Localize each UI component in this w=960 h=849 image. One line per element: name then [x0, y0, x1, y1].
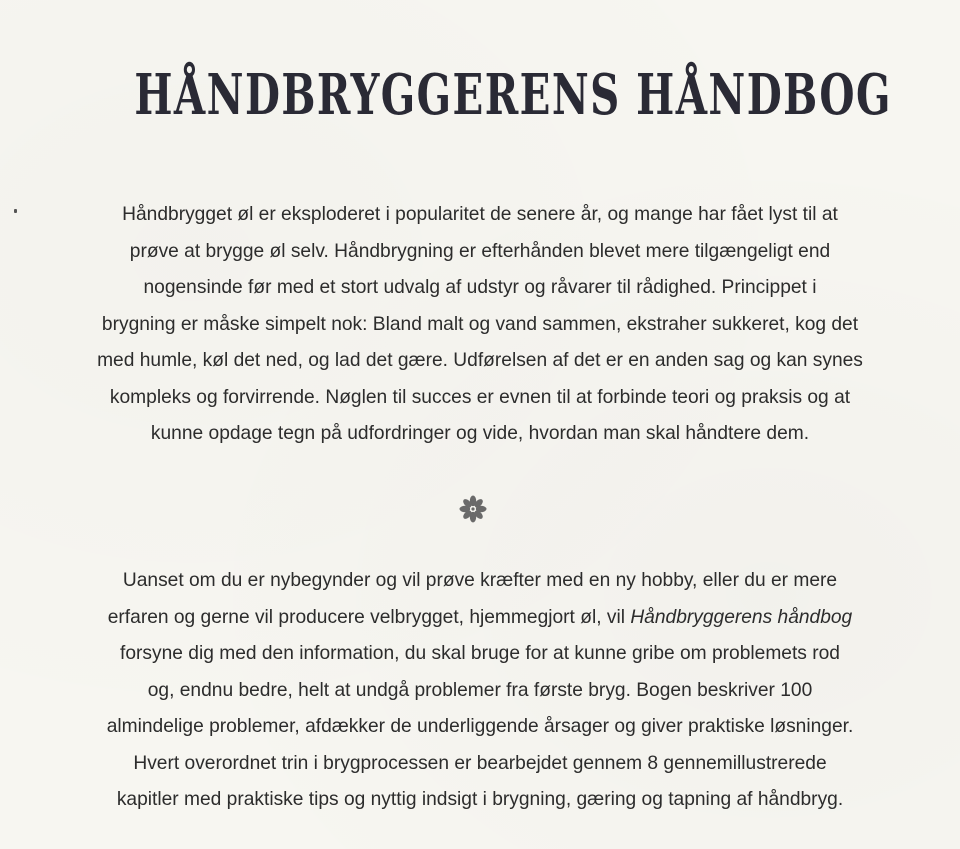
book-title-italic: Håndbryggerens håndbog [630, 606, 853, 628]
paragraph-text: erfaren og gerne vil producere velbrygget, hjemmegjort øl, vil [107, 606, 631, 628]
paragraph-line: prøve at brygge øl selv. Håndbrygning er efterhånden blevet mere tilgængeligt end [129, 240, 831, 262]
paragraph-line: Uanset om du er nybegynder og vil prøve kræfter med en ny hobby, eller du er mere [122, 570, 838, 591]
paper-speck [14, 209, 17, 213]
paragraph-line: med humle, køl det ned, og lad det gære. Udførelsen af det er en anden sag og kan synes [97, 350, 863, 371]
paragraph-line: kapitler med praktiske tips og nyttig indsigt i brygning, gæring og tapning af håndbryg. [116, 789, 844, 810]
paragraph-line: forsyne dig med den information, du skal bruge for at kunne gribe om problemets rod [120, 643, 840, 664]
description-paragraph [40, 563, 920, 819]
page-title: HÅNDBRYGGERENS HÅNDBOG [134, 62, 892, 128]
flower-ornament-icon [458, 494, 488, 524]
paragraph-line: kunne opdage tegn på udfordringer og vide, hvordan man skal håndtere dem. [150, 423, 810, 444]
paragraph-line: almindelige problemer, afdækker de underliggende årsager og giver praktiske løsninger. [106, 716, 854, 737]
paragraph-line: Håndbrygget øl er eksploderet i popularitet de senere år, og mange har fået lyst til at [122, 204, 838, 225]
paragraph-line: kompleks og forvirrende. Nøglen til succes er evnen til at forbinde teori og praksis og at [109, 386, 851, 408]
paragraph-line: og, endnu bedre, helt at undgå problemer fra første bryg. Bogen beskriver 100 [147, 679, 813, 701]
paragraph-line: brygning er måske simpelt nok: Bland malt og vand sammen, ekstraher sukkeret, kog det [101, 313, 859, 335]
paragraph-line [40, 600, 920, 637]
paragraph-line: Hvert overordnet trin i brygprocessen er bearbejdet gennem 8 gennemillustrerede [133, 752, 827, 774]
paragraph-line: nogensinde før med et stort udvalg af udstyr og råvarer til rådighed. Princippet i [143, 277, 817, 298]
intro-paragraph [40, 197, 920, 453]
